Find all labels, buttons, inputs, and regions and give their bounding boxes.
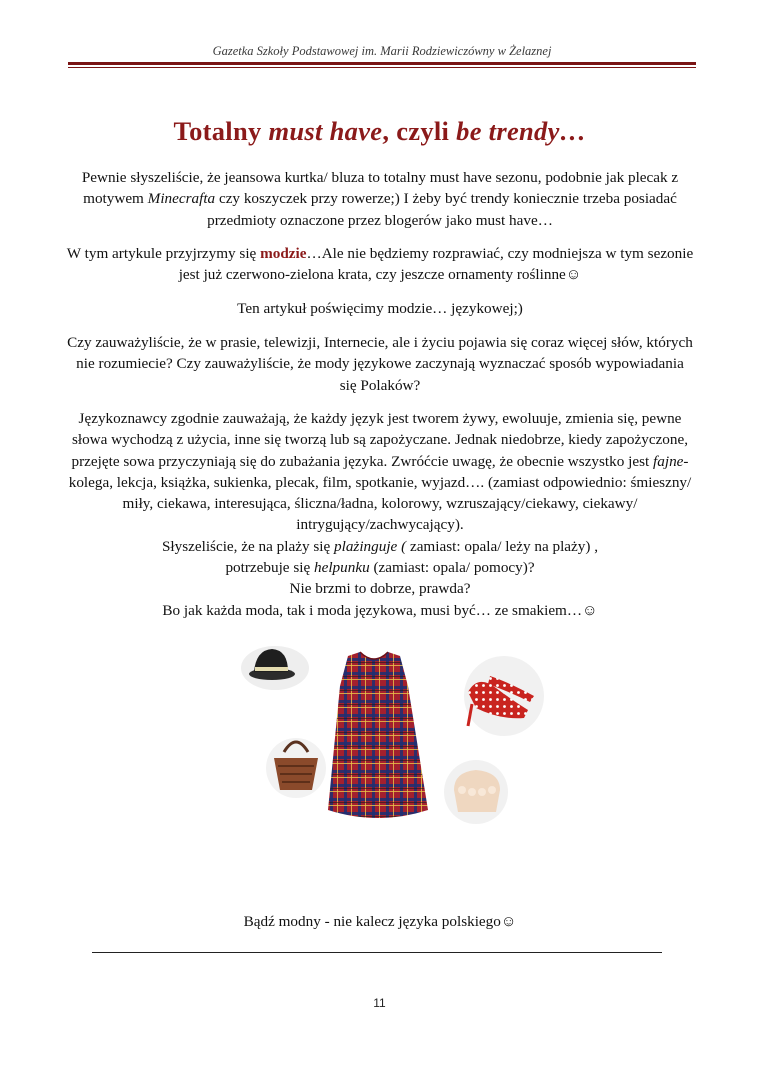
closing-line: Bądź modny - nie kalecz języka polskiego☺: [243, 913, 517, 930]
fashion-collage: [228, 640, 558, 840]
paragraph-rhetorical: Nie brzmi to dobrze, prawda?: [289, 580, 471, 598]
article-title: Totalny must have, czyli be trendy…: [173, 116, 587, 146]
paragraph-intro: Pewnie słyszeliście, że jeansowa kurtka/ bluza to totalny must have sezonu, podobnie jak plecak z motywem Minecrafta czy koszyczek przy rowerze;) I żeby być trendy koniecznie trzeba posiadać przedmioty oznaczone przez blogerów jako must have…: [81, 169, 679, 229]
paragraph-plazing: Słyszeliście, że na plaży się plażinguje ( zamiast: opala/ leży na plaży) ,: [161, 537, 599, 555]
paragraph-topic: Ten artykuł poświęcimy modzie… językowej;): [237, 300, 523, 317]
dress-icon: [328, 652, 428, 818]
paragraph-taste: Bo jak każda moda, tak i moda językowa, musi być… ze smakiem…☺: [162, 601, 598, 619]
paragraph-helpunek: potrzebuje się helpunku (zamiast: opala/ pomocy)?: [225, 559, 535, 577]
paragraph-fashion: W tym artykule przyjrzymy się modzie…Ale nie będziemy rozprawiać, czy modniejsza w tym sezonie jest już czerwono-zielona krata, czy jeszcze ornamenty roślinne☺: [66, 245, 694, 284]
newsletter-header: Gazetka Szkoły Podstawowej im. Marii Rodziewiczówny w Żelaznej: [212, 44, 552, 58]
hat-icon: [241, 646, 309, 690]
header-rule: [68, 62, 696, 65]
paragraph-question: Czy zauważyliście, że w prasie, telewizji, Internecie, ale i życiu pojawia się coraz więcej słów, których nie rozumiecie? Czy zauważyliście, że mody językowe zaczynają wyznaczać sposób wypowiadania się Polaków?: [67, 334, 693, 394]
handbag-icon: [266, 738, 326, 798]
glove-icon: [444, 760, 508, 824]
polka-dot-shoes-icon: [464, 656, 544, 736]
page-number: 11: [373, 996, 386, 1010]
footer-rule: [92, 952, 662, 953]
header-rule-thin: [68, 67, 696, 68]
paragraph-linguists: Językoznawcy zgodnie zauważają, że każdy język jest tworem żywy, ewoluuje, zmienia się, pewne słowa wychodzą z użycia, inne się tworzą lub są zapożyczane. Jednak niedobrze, kiedy zapożyczone, przejęte sowa przyczyniają się do zubażania języka. Zwróćcie uwagę, że obecnie wszystko jest fajne- kolega, lekcja, książka, sukienka, plecak, film, spotkanie, wyjazd…. (zamiast odpowiednio: śmieszny/ miły, ciekawa, interesująca, śliczna/ładna, kolorowy, wzruszający/ciekawy, ciekawy/ intrygujący/zachwycający). Słyszeliście, że na plaży się plażinguje ( zamiast: opala/ leży na plaży) , potrzebuje się helpunku (zamiast: opala/ pomocy)? Nie brzmi to dobrze, prawda? Bo jak każda moda, tak i moda językowa, musi być… ze smakiem…☺: [66, 408, 694, 621]
